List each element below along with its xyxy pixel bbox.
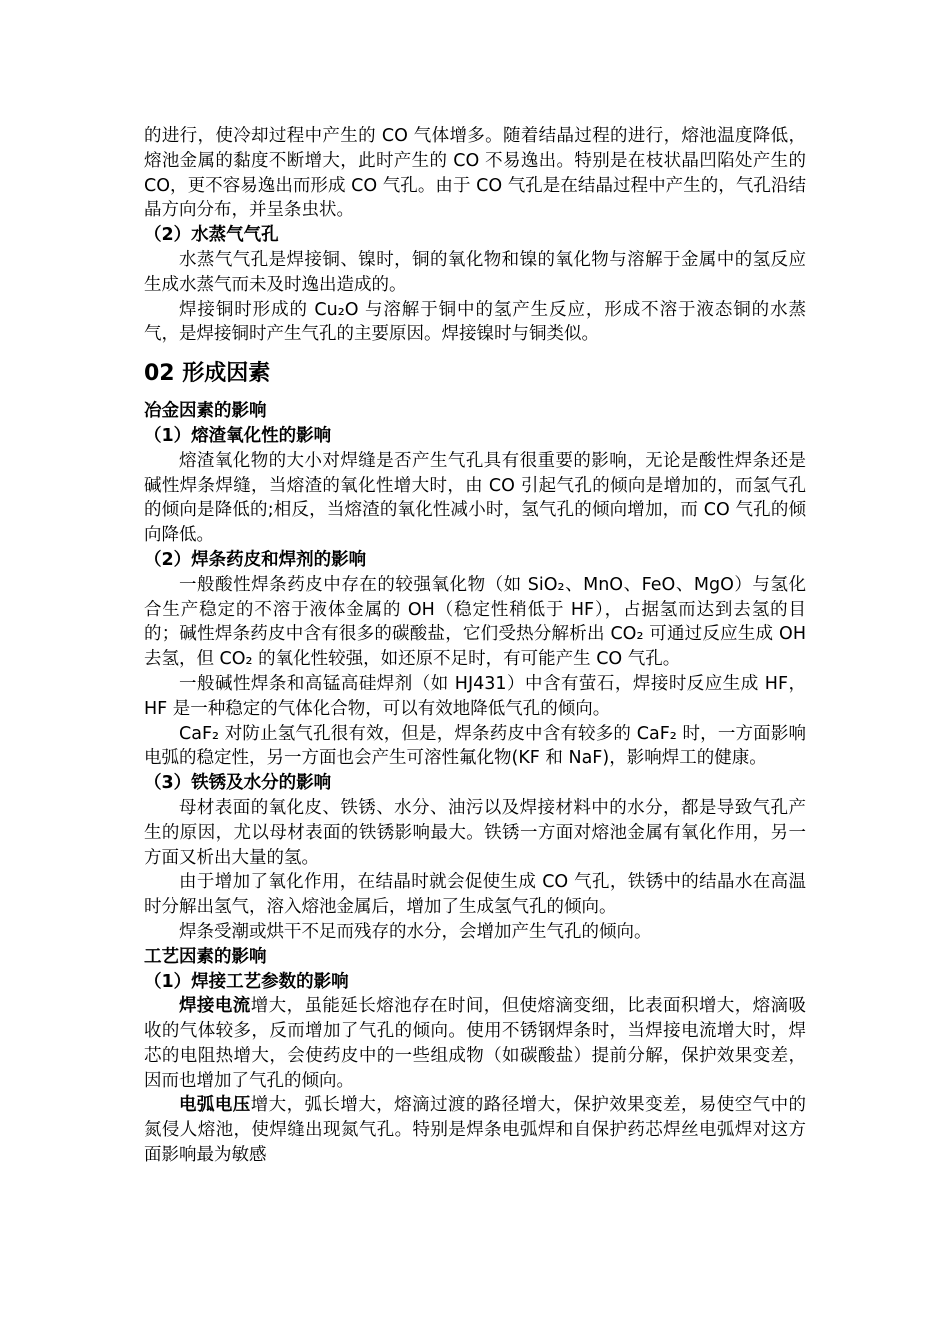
paragraph-coating-flux-1: 一般酸性焊条药皮中存在的较强氧化物（如 SiO₂、MnO、FeO、MgO）与氢化合生产稳定的不溶于液体金属的 OH（稳定性稍低于 HF），占据氢而达到去氢的目的；碱性焊条药皮中含有很多的碳酸盐，它们受热分解析出 CO₂ 可通过反应生成 OH 去氢，但 CO₂ 的氧化性较强，如还原不足时，有可能产生 CO 气孔。 (144, 574, 806, 670)
heading-coating-flux: （2）焊条药皮和焊剂的影响 (144, 549, 367, 570)
heading-welding-parameters: （1）焊接工艺参数的影响 (144, 971, 349, 992)
paragraph-rust-moisture-2: 由于增加了氧化作用，在结晶时就会促使生成 CO 气孔，铁锈中的结晶水在高温时分解出氢气，溶入熔池金属后，增加了生成氢气孔的倾向。 (144, 872, 806, 918)
heading-rust-moisture: （3）铁锈及水分的影响 (144, 773, 332, 794)
paragraph-coating-flux-2: 一般碱性焊条和高锰高硅焊剂（如 HJ431）中含有萤石，焊接时反应生成 HF，HF 是一种稳定的气体化合物，可以有效地降低气孔的倾向。 (144, 673, 806, 719)
heading-process-factors: 工艺因素的影响 (144, 946, 267, 967)
heading-metallurgical-factors: 冶金因素的影响 (144, 401, 267, 422)
arc-voltage-text: 增大，弧长增大，熔滴过渡的路径增大，保护效果变差，易使空气中的氮侵人熔池，使焊缝出现氮气孔。特别是焊条电弧焊和自保护药芯焊丝电弧焊对这方面影响最为敏感 (144, 1095, 807, 1166)
welding-current-text: 增大，虽能延长熔池存在时间，但使熔滴变细，比表面积增大，熔滴吸收的气体较多，反而增加了气孔的倾向。使用不锈钢焊条时，当焊接电流增大时，焊芯的电阻热增大，会使药皮中的一些组成物（如碳酸盐）提前分解，保护效果变差，因而也增加了气孔的倾向。 (144, 996, 807, 1091)
paragraph-coating-flux-3: CaF₂ 对防止氢气孔很有效，但是，焊条药皮中含有较多的 CaF₂ 时，一方面影响电弧的稳定性，另一方面也会产生可溶性氟化物(KF 和 NaF)，影响焊工的健康。 (144, 723, 806, 769)
paragraph-rust-moisture-3: 焊条受潮或烘干不足而残存的水分，会增加产生气孔的倾向。 (179, 921, 652, 942)
term-arc-voltage: 电弧电压 (179, 1095, 251, 1116)
paragraph-rust-moisture-1: 母材表面的氧化皮、铁锈、水分、油污以及焊接材料中的水分，都是导致气孔产生的原因，尤以母材表面的铁锈影响最大。铁锈一方面对熔池金属有氧化作用，另一方面又析出大量的氢。 (144, 797, 806, 868)
paragraph-welding-current (144, 994, 806, 1093)
paragraph-slag-oxidation: 熔渣氧化物的大小对焊缝是否产生气孔具有很重要的影响，无论是酸性焊条还是碱性焊条焊缝，当熔渣的氧化性增大时，由 CO 引起气孔的倾向是增加的，而氢气孔的倾向是降低的;相反，当熔渣的氧化性减小时，氢气孔的倾向增加，而 CO 气孔的倾向降低。 (144, 450, 806, 546)
heading-formation-factors: 02 形成因素 (144, 361, 271, 387)
heading-slag-oxidation: （1）熔渣氧化性的影响 (144, 425, 332, 446)
document-page (144, 124, 806, 1168)
heading-water-vapor-pore: （2）水蒸气气孔 (144, 225, 279, 246)
paragraph-water-vapor-2: 焊接铜时形成的 Cu₂O 与溶解于铜中的氢产生反应，形成不溶于液态铜的水蒸气，是焊接铜时产生气孔的主要原因。焊接镍时与铜类似。 (144, 299, 806, 345)
paragraph-arc-voltage (144, 1093, 806, 1167)
paragraph-co-pore-continued: 的进行，使冷却过程中产生的 CO 气体增多。随着结晶过程的进行，熔池温度降低，熔池金属的黏度不断增大，此时产生的 CO 不易逸出。特别是在枝状晶凹陷处产生的 CO，更不容易逸出而形成 CO 气孔。由于 CO 气孔是在结晶过程中产生的，气孔沿结晶方向分布，并呈条虫状。 (144, 126, 806, 221)
term-welding-current: 焊接电流 (179, 996, 251, 1017)
paragraph-water-vapor-1: 水蒸气气孔是焊接铜、镍时，铜的氧化物和镍的氧化物与溶解于金属中的氢反应生成水蒸气而未及时逸出造成的。 (144, 249, 806, 295)
